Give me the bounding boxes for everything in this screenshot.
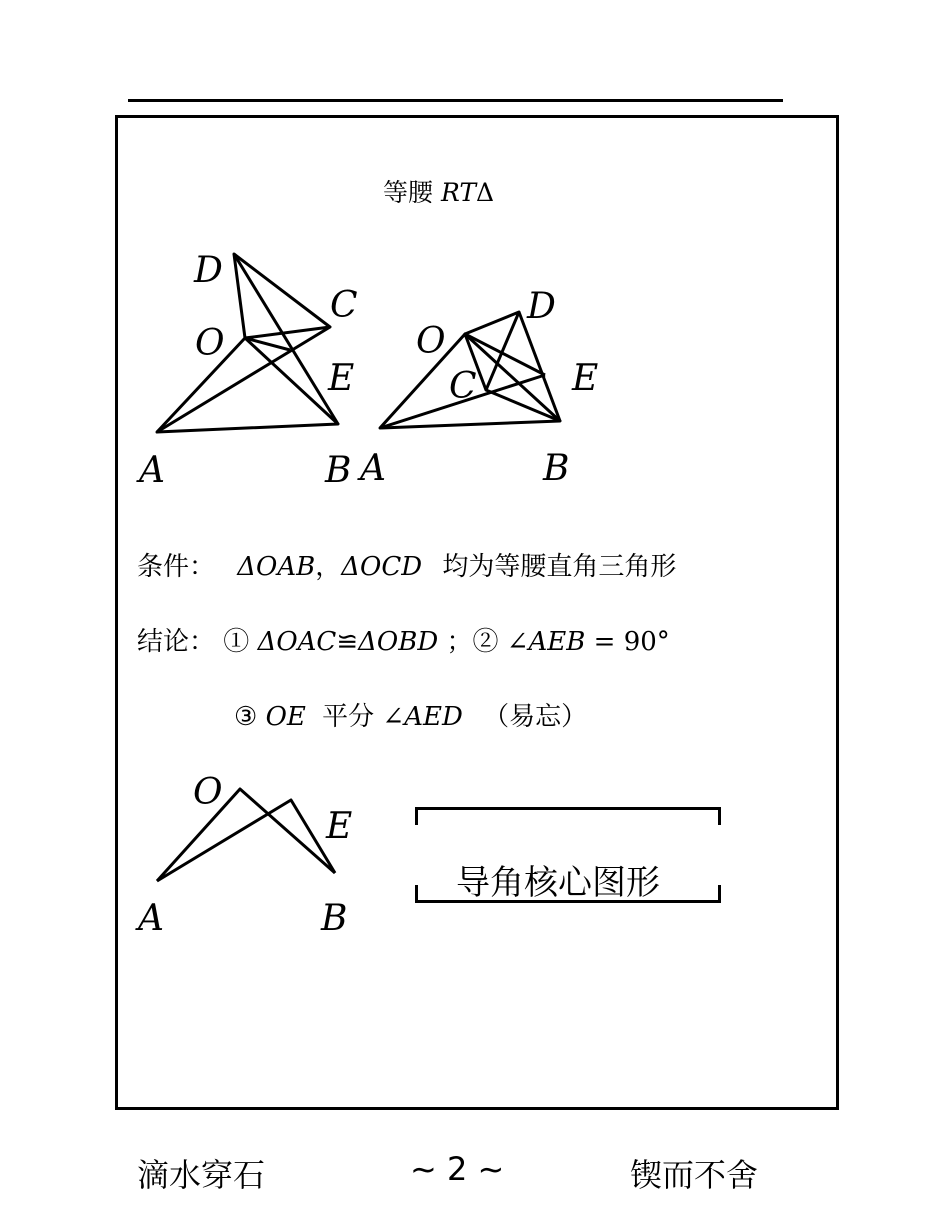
fig2-label-o: O xyxy=(416,321,446,362)
fig3-path-aob xyxy=(157,789,335,881)
fig3-label-b: B xyxy=(321,898,348,939)
fig1-label-e: E xyxy=(328,358,355,399)
condition-prefix: 条件： xyxy=(137,552,216,582)
conclusion-bisects: 平分 xyxy=(322,702,375,732)
fig2-label-b: B xyxy=(543,448,570,489)
fig1-label-d: D xyxy=(194,250,223,291)
footer-left: 滴水穿石 xyxy=(137,1156,266,1194)
conclusion-congruent-left: ΔOAC xyxy=(257,627,337,657)
condition-triangle-ocd: ΔOCD xyxy=(341,552,423,582)
condition-triangle-oab: ΔOAB xyxy=(237,552,316,582)
conclusion-equals: = 90° xyxy=(593,627,670,657)
conclusion-marker-2: ② xyxy=(472,627,499,657)
conclusion-angle-aed: ∠AED xyxy=(382,702,463,732)
fig3-label-a: A xyxy=(138,898,164,939)
conclusion-semicolon: ； xyxy=(446,627,473,657)
fig2-label-e: E xyxy=(572,358,599,399)
fig1-label-a: A xyxy=(139,450,165,491)
fig2-label-d: D xyxy=(527,286,556,327)
fig1-label-b: B xyxy=(325,450,352,491)
page-number: ~ 2 ~ xyxy=(410,1150,505,1188)
title-symbol: Δ xyxy=(476,178,495,207)
conclusion-congruent-right: ΔOBD xyxy=(358,627,439,657)
fig2-label-c: C xyxy=(449,366,477,407)
condition-separator: ， xyxy=(315,552,342,582)
footer-right: 锲而不舍 xyxy=(630,1156,759,1194)
fig3-label-o: O xyxy=(193,772,223,813)
fig1-label-c: C xyxy=(330,285,358,326)
title-italic: RT xyxy=(440,178,477,207)
congruent-symbol: ≌ xyxy=(336,627,359,657)
fig3-label-e: E xyxy=(326,806,353,847)
conclusion-segment-oe: OE xyxy=(265,702,306,732)
fig2-label-a: A xyxy=(360,448,386,489)
condition-suffix: 均为等腰直角三角形 xyxy=(442,552,677,582)
conclusion-marker-3: ③ xyxy=(234,702,258,732)
fig3-path-aeb xyxy=(157,800,335,881)
core-figure-label: 导角核心图形 xyxy=(456,863,660,903)
conclusion-note: （易忘） xyxy=(483,702,588,732)
conclusion-marker-1: ① xyxy=(223,627,250,657)
conclusion-prefix: 结论： xyxy=(137,627,216,657)
conclusion-angle-aeb: ∠AEB xyxy=(506,627,586,657)
title-chinese: 等腰 xyxy=(383,178,434,207)
fig1-label-o: O xyxy=(195,323,225,364)
